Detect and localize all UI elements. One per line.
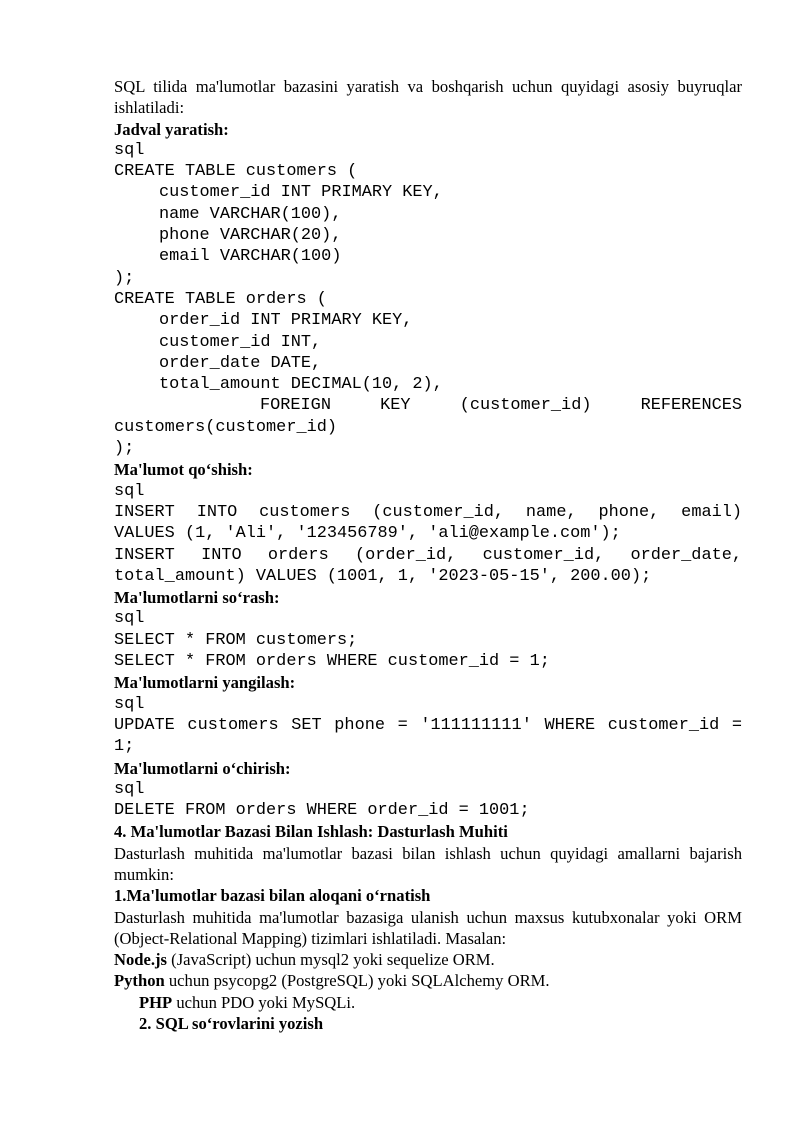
code-line: CREATE TABLE customers ( (114, 162, 358, 182)
code-line: email VARCHAR(100) (159, 247, 342, 267)
code-line: order_date DATE, (159, 353, 322, 373)
code-block: INSERT INTO customers (customer_id, name, phone, email) VALUES (1, 'Ali', '123456789', 'ali@example.com'); (114, 502, 742, 544)
library-desc: uchun PDO yoki MySQLi. (172, 992, 356, 1012)
document-page (114, 76, 742, 1034)
heading-delete: Ma'lumotlarni o‘chirish: (114, 758, 291, 778)
library-item-php (114, 992, 742, 1013)
code-line: ); (114, 439, 135, 459)
library-name: Python (114, 971, 165, 991)
code-lang-label: sql (114, 779, 145, 799)
code-line: DELETE FROM orders WHERE order_id = 1001; (114, 801, 530, 821)
code-line: customer_id INT PRIMARY KEY, (159, 183, 443, 203)
subsection-paragraph: Dasturlash muhitida ma'lumotlar bazasiga ulanish uchun maxsus kutubxonalar yoki ORM (Object-Relational Mapping) tizimlari ishlatiladi. Masalan: (114, 907, 742, 948)
heading-create-table: Jadval yaratish: (114, 119, 229, 139)
code-line: customer_id INT, (159, 332, 322, 352)
code-line: FOREIGN KEY (customer_id) REFERENCES (260, 396, 742, 416)
code-line: total_amount DECIMAL(10, 2), (159, 375, 443, 395)
code-lang-label: sql (114, 694, 145, 714)
code-line: SELECT * FROM customers; (114, 630, 358, 650)
heading-update: Ma'lumotlarni yangilash: (114, 673, 296, 693)
code-line: customers(customer_id) (114, 417, 337, 437)
code-lang-label: sql (114, 609, 145, 629)
heading-select: Ma'lumotlarni so‘rash: (114, 588, 280, 608)
code-line: phone VARCHAR(20), (159, 226, 342, 246)
code-line: name VARCHAR(100), (159, 204, 342, 224)
intro-paragraph: SQL tilida ma'lumotlar bazasini yaratish va boshqarish uchun quyidagi asosiy buyruqlar ishlatiladi: (114, 77, 742, 118)
code-lang-label: sql (114, 481, 145, 501)
subsection-heading: 2. SQL so‘rovlarini yozish (139, 1014, 324, 1034)
heading-insert: Ma'lumot qo‘shish: (114, 460, 253, 480)
code-line: CREATE TABLE orders ( (114, 289, 327, 309)
library-item-nodejs (114, 949, 742, 970)
library-name: Node.js (114, 950, 168, 970)
code-line: SELECT * FROM orders WHERE customer_id = 1; (114, 652, 550, 672)
code-line: ); (114, 268, 135, 288)
code-block: UPDATE customers SET phone = '111111111' WHERE customer_id = 1; (114, 715, 742, 757)
subsection-heading: 1.Ma'lumotlar bazasi bilan aloqani o‘rnatish (114, 886, 431, 906)
section-heading: 4. Ma'lumotlar Bazasi Bilan Ishlash: Dasturlash Muhiti (114, 822, 508, 842)
library-name: PHP (139, 992, 173, 1012)
code-line: order_id INT PRIMARY KEY, (159, 311, 413, 331)
code-block: INSERT INTO orders (order_id, customer_id, order_date, total_amount) VALUES (1001, 1, '2023-05-15', 200.00); (114, 545, 742, 586)
library-desc: (JavaScript) uchun mysql2 yoki sequelize ORM. (167, 950, 495, 970)
section-paragraph: Dasturlash muhitida ma'lumotlar bazasi bilan ishlash uchun quyidagi amallarni bajarish mumkin: (114, 843, 742, 884)
library-item-python (114, 970, 742, 991)
library-desc: uchun psycopg2 (PostgreSQL) yoki SQLAlchemy ORM. (164, 971, 550, 991)
code-lang-label: sql (114, 140, 145, 160)
